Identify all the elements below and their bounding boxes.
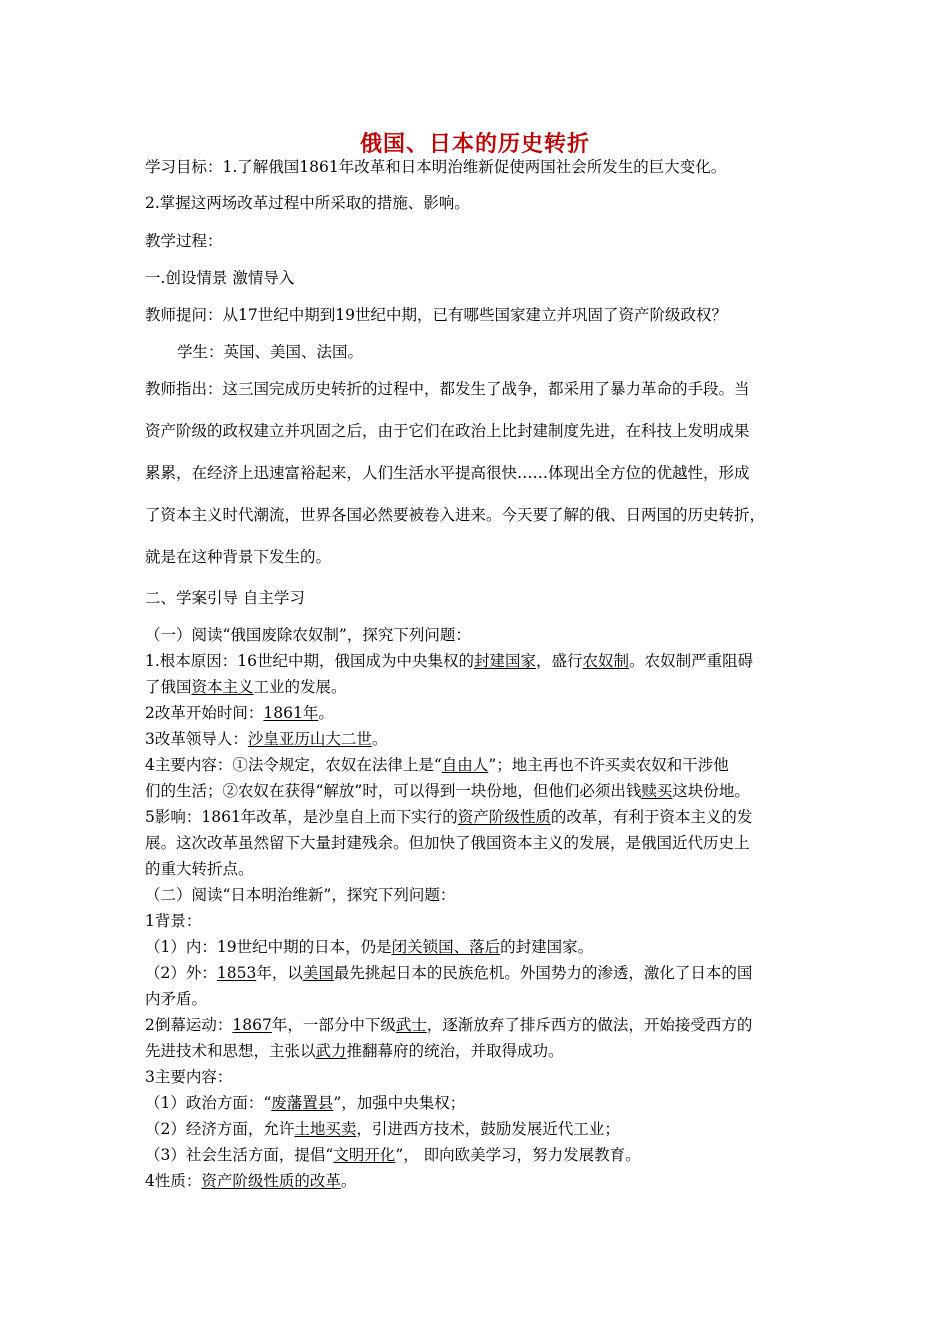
student-answer: 学生：英国、美国、法国。 [177, 343, 364, 361]
russia-item-3: 3改革领导人：沙皇亚历山大二世。 [145, 730, 388, 748]
process-heading: 教学过程： [145, 232, 223, 250]
japan-item-3a: （1）政治方面：“废藩置县”，加强中央集权； [145, 1094, 466, 1112]
learning-goal-1: 学习目标：1.了解俄国1861年改革和日本明治维新促使两国社会所发生的巨大变化。 [145, 158, 727, 176]
japan-heading: （二）阅读“日本明治维新”，探究下列问题： [145, 886, 456, 904]
section-1-heading: 一.创设情景 激情导入 [145, 269, 295, 287]
paragraph-line: 资产阶级的政权建立并巩固之后，由于它们在政治上比封建制度先进，在科技上发明成果 [145, 422, 750, 440]
japan-item-1: 1背景： [145, 912, 202, 930]
russia-heading: （一）阅读“俄国废除农奴制”，探究下列问题： [145, 626, 471, 644]
document-title: 俄国、日本的历史转折 [359, 131, 590, 157]
teacher-question: 教师提问：从17世纪中期到19世纪中期，已有哪些国家建立并巩固了资产阶级政权？ [145, 306, 727, 324]
paragraph-line: 了资本主义时代潮流，世界各国必然要被卷入进来。今天要了解的俄、日两国的历史转折， [145, 506, 766, 524]
japan-item-3c: （3）社会生活方面，提倡“文明开化”， 即向欧美学习，努力发展教育。 [145, 1146, 641, 1164]
russia-item-1: 1.根本原因：16世纪中期，俄国成为中央集权的封建国家，盛行农奴制。农奴制严重阻碍 [145, 652, 754, 670]
japan-item-3b: （2）经济方面，允许土地买卖，引进西方技术，鼓励发展近代工业； [145, 1120, 620, 1138]
russia-item-5: 5影响：1861年改革，是沙皇自上而下实行的资产阶级性质的改革，有利于资本主义的发 [145, 808, 753, 826]
russia-item-1-cont: 了俄国资本主义工业的发展。 [145, 678, 347, 696]
russia-item-2: 2改革开始时间：1861年。 [145, 704, 334, 722]
section-2-heading: 二、学案引导 自主学习 [145, 589, 305, 607]
japan-item-4: 4性质：资产阶级性质的改革。 [145, 1172, 357, 1190]
learning-goal-2: 2.掌握这两场改革过程中所采取的措施、影响。 [145, 194, 470, 212]
japan-item-2-cont: 先进技术和思想，主张以武力推翻幕府的统治，并取得成功。 [145, 1042, 564, 1060]
russia-item-5-end: 的重大转折点。 [145, 860, 254, 878]
paragraph-line: 就是在这种背景下发生的。 [145, 548, 332, 566]
japan-item-1a: （1）内：19世纪中期的日本，仍是闭关锁国、落后的封建国家。 [145, 938, 594, 956]
japan-item-3: 3主要内容： [145, 1068, 233, 1086]
japan-item-1b-cont: 内矛盾。 [145, 990, 208, 1008]
russia-item-5-cont: 展。这次改革虽然留下大量封建残余。但加快了俄国资本主义的发展，是俄国近代历史上 [145, 834, 750, 852]
russia-item-4: 4主要内容：①法令规定，农奴在法律上是“自由人”；地主再也不许买卖农奴和干涉他 [145, 756, 729, 774]
paragraph-line: 教师指出：这三国完成历史转折的过程中，都发生了战争，都采用了暴力革命的手段。当 [145, 380, 750, 398]
japan-item-1b: （2）外：1853年，以美国最先挑起日本的民族危机。外国势力的渗透，激化了日本的国 [145, 964, 753, 982]
russia-item-4-cont: 们的生活；②农奴在获得“解放”时，可以得到一块份地，但他们必须出钱赎买这块份地。 [145, 782, 750, 800]
japan-item-2: 2倒幕运动：1867年，一部分中下级武士，逐渐放弃了排斥西方的做法，开始接受西方的 [145, 1016, 753, 1034]
paragraph-line: 累累，在经济上迅速富裕起来，人们生活水平提高很快……体现出全方位的优越性，形成 [145, 464, 750, 482]
